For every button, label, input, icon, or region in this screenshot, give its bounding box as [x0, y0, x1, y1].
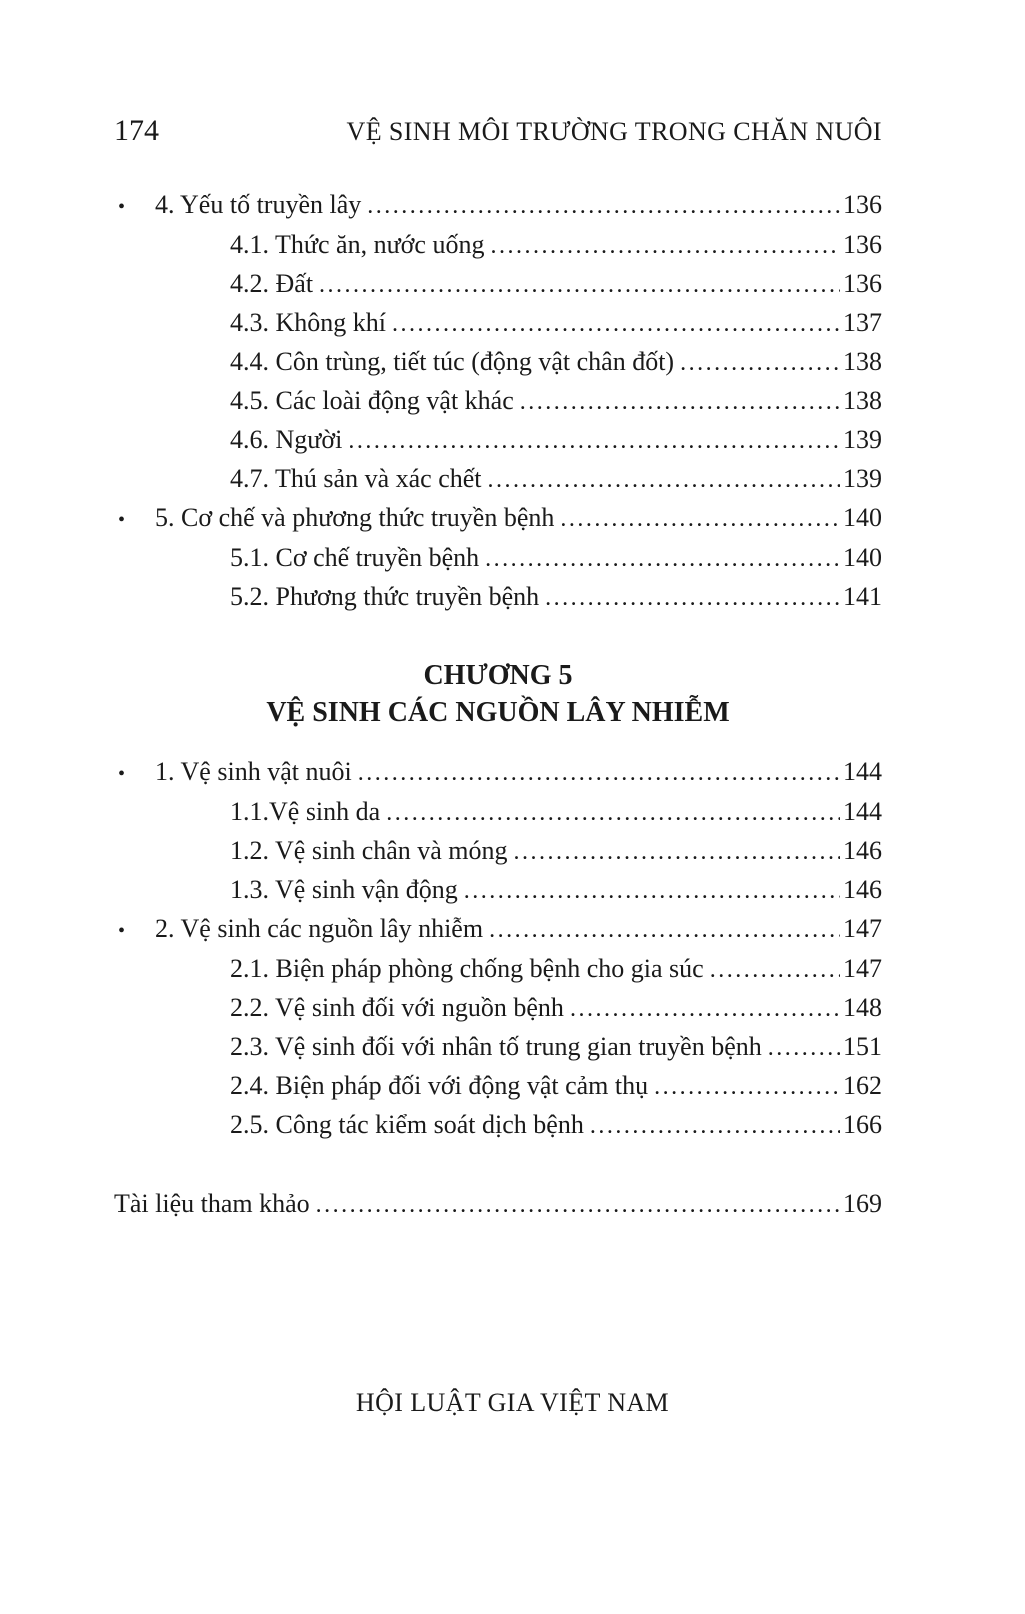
toc-row [114, 304, 882, 343]
toc-page-number: 139 [843, 425, 882, 454]
toc-page-number: 137 [843, 308, 882, 337]
toc-entry-label: 4.2. Đất [230, 269, 314, 298]
toc-entry-label: 2. Vệ sinh các nguồn lây nhiễm [155, 914, 484, 943]
toc-page-number: 136 [843, 190, 882, 219]
publisher-name: HỘI LUẬT GIA VIỆT NAM [355, 1388, 670, 1417]
dot-leader [358, 753, 840, 792]
toc-entry-label: 1.3. Vệ sinh vận động [230, 875, 458, 904]
toc-row [114, 793, 882, 832]
toc-row [114, 832, 882, 871]
toc-row [114, 1067, 882, 1106]
toc-row [114, 1106, 882, 1145]
toc-row [114, 910, 882, 950]
toc-entry-label: 5.2. Phương thức truyền bệnh [230, 582, 540, 611]
toc-page-number: 140 [843, 503, 882, 532]
toc [114, 186, 882, 1224]
toc-entry-label: 4.5. Các loài động vật khác [230, 386, 514, 415]
dot-leader [490, 226, 840, 265]
toc-entry-label: 5.1. Cơ chế truyền bệnh [230, 543, 480, 572]
dot-leader [560, 499, 840, 538]
dot-leader [520, 382, 840, 421]
toc-entry-label: Tài liệu tham khảo [114, 1189, 310, 1218]
toc-entry-label: 1.1.Vệ sinh da [230, 797, 381, 826]
dot-leader [570, 989, 840, 1028]
toc-row [114, 753, 882, 793]
toc-row [114, 499, 882, 539]
page-footer [0, 1388, 1025, 1418]
dot-leader [489, 910, 840, 949]
page-header [114, 114, 882, 148]
toc-entry-label: 4.3. Không khí [230, 308, 386, 337]
toc-page-number: 162 [843, 1071, 882, 1100]
toc-entry-label: 2.3. Vệ sinh đối với nhân tố trung gian truyền bệnh [230, 1032, 762, 1061]
toc-entry-label: 1. Vệ sinh vật nuôi [155, 757, 352, 786]
toc-row [114, 382, 882, 421]
toc-page-number: 147 [843, 954, 882, 983]
toc-page-number: 151 [843, 1032, 882, 1061]
toc-page-number: 139 [843, 464, 882, 493]
toc-entry-label: 4.7. Thú sản và xác chết [230, 464, 482, 493]
toc-entry-label: 4.6. Người [230, 425, 343, 454]
toc-page-number: 166 [843, 1110, 882, 1139]
toc-row [114, 226, 882, 265]
dot-leader [392, 304, 840, 343]
bullet-icon: • [118, 509, 126, 531]
toc-entry-label: 4. Yếu tố truyền lây [155, 190, 362, 219]
toc-section [114, 657, 882, 1145]
toc-page-number: 136 [843, 269, 882, 298]
dot-leader [710, 950, 840, 989]
toc-row [114, 265, 882, 304]
toc-entry-label: 4.1. Thức ăn, nước uống [230, 230, 485, 259]
toc-page-number: 140 [843, 543, 882, 572]
dot-leader [485, 539, 840, 578]
dot-leader [367, 186, 840, 225]
toc-page-number: 146 [843, 875, 882, 904]
running-title: VỆ SINH MÔI TRƯỜNG TRONG CHĂN NUÔI [346, 117, 882, 146]
toc-page-number: 146 [843, 836, 882, 865]
dot-leader [514, 832, 840, 871]
toc-page-number: 144 [843, 757, 882, 786]
dot-leader [386, 793, 840, 832]
toc-page-number: 144 [843, 797, 882, 826]
dot-leader [590, 1106, 840, 1145]
toc-row [114, 989, 882, 1028]
toc-entry-label: 1.2. Vệ sinh chân và móng [230, 836, 508, 865]
toc-row [114, 186, 882, 226]
toc-row [114, 1185, 882, 1224]
toc-row [114, 871, 882, 910]
toc-entry-label: 2.5. Công tác kiểm soát dịch bệnh [230, 1110, 584, 1139]
toc-entry-label: 4.4. Côn trùng, tiết túc (động vật chân đốt) [230, 347, 675, 376]
toc-section [114, 186, 882, 617]
toc-entry-label: 5. Cơ chế và phương thức truyền bệnh [155, 503, 555, 532]
toc-row [114, 539, 882, 578]
bullet-icon: • [118, 763, 126, 785]
toc-page-number: 138 [843, 386, 882, 415]
page-number: 174 [114, 114, 159, 147]
dot-leader [319, 265, 840, 304]
dot-leader [488, 460, 841, 499]
toc-entry-label: 2.2. Vệ sinh đối với nguồn bệnh [230, 993, 564, 1022]
dot-leader [680, 343, 840, 382]
toc-section [114, 1185, 882, 1224]
dot-leader [316, 1185, 840, 1224]
toc-page-number: 138 [843, 347, 882, 376]
toc-row [114, 460, 882, 499]
chapter-heading-line: VỆ SINH CÁC NGUỒN LÂY NHIỄM [266, 697, 730, 728]
toc-page-number: 136 [843, 230, 882, 259]
dot-leader [768, 1028, 840, 1067]
dot-leader [654, 1067, 840, 1106]
toc-row [114, 343, 882, 382]
toc-page-number: 169 [843, 1189, 882, 1218]
dot-leader [464, 871, 840, 910]
toc-row [114, 1028, 882, 1067]
toc-entry-label: 2.4. Biện pháp đối với động vật cảm thụ [230, 1071, 649, 1100]
dot-leader [545, 578, 840, 617]
toc-page-number: 141 [843, 582, 882, 611]
bullet-icon: • [118, 920, 126, 942]
toc-page-number: 147 [843, 914, 882, 943]
toc-row [114, 421, 882, 460]
bullet-icon: • [118, 196, 126, 218]
dot-leader [348, 421, 840, 460]
chapter-heading [114, 657, 882, 731]
toc-row [114, 950, 882, 989]
toc-entry-label: 2.1. Biện pháp phòng chống bệnh cho gia súc [230, 954, 704, 983]
toc-page-number: 148 [843, 993, 882, 1022]
chapter-heading-line: CHƯƠNG 5 [423, 660, 573, 691]
toc-row [114, 578, 882, 617]
